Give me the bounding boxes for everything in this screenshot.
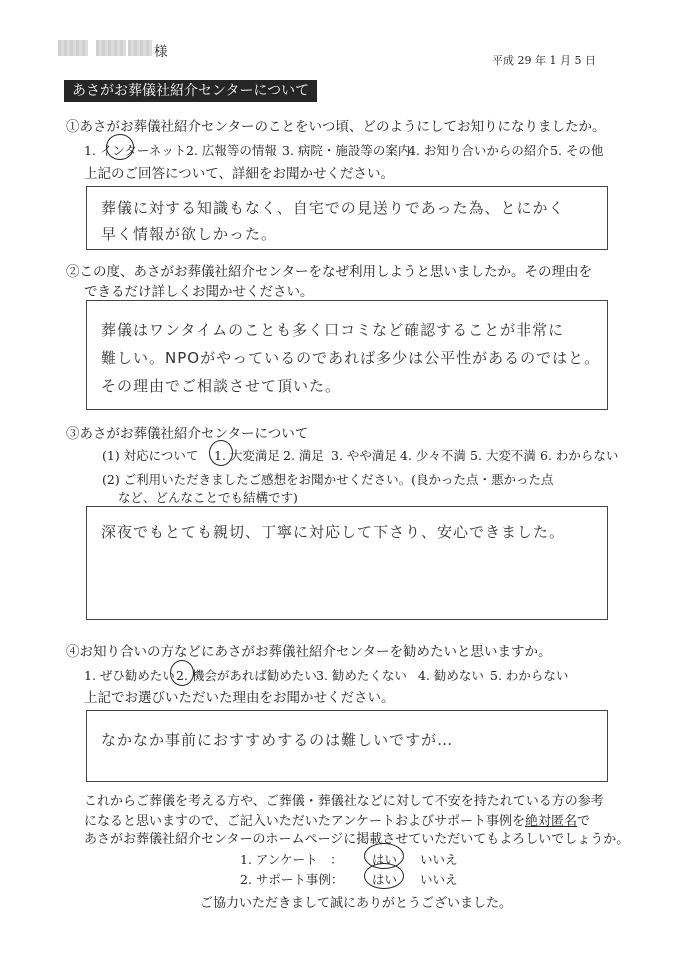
q3-option-3: 3. やや満足 xyxy=(331,448,397,463)
q3-answer-line-1: 深夜でもとても親切、丁寧に対応して下さり、安心できました。 xyxy=(101,523,566,541)
q2-question-line-2: できるだけ詳しくお聞かせください。 xyxy=(84,284,314,300)
q3-selected-circle xyxy=(209,440,233,466)
honorific: 様 xyxy=(154,44,168,60)
q1-option-2: 2. 広報等の情報 xyxy=(186,143,277,158)
q3-sub2-line-1: (2) ご利用いただきましたご感想をお聞かせください。(良かった点・悪かった点 xyxy=(102,472,554,487)
q3-sub2-line-2: など、どんなことでも結構です) xyxy=(118,490,298,505)
q2-answer-line-1: 葬儀はワンタイムのことも多く口コミなど確認することが非常に xyxy=(101,321,565,339)
consent-line-3: あさがお葬儀社紹介センターのホームページに掲載させていただいてもよろしいでしょうか。 xyxy=(84,832,630,847)
q3-question: ③あさがお葬儀社紹介センターについて xyxy=(66,426,309,442)
consent-row-survey-yes[interactable]: はい xyxy=(372,852,398,867)
consent-line-2 xyxy=(84,810,590,829)
document-date: 平成 29 年 1 月 5 日 xyxy=(492,54,596,67)
q1-option-5: 5. その他 xyxy=(550,143,604,158)
q1-answer-line-1: 葬儀に対する知識もなく、自宅での見送りであった為、とにかく xyxy=(101,199,565,217)
q4-option-3: 3. 勧めたくない xyxy=(316,668,407,683)
consent-anonymous-emphasis: 絶対匿名 xyxy=(524,814,577,829)
q1-option-3: 3. 病院・施設等の案内 xyxy=(282,143,411,158)
consent-line-2-text: になると思いますので、ご記入いただいたアンケートおよびサポート事例を xyxy=(84,814,525,829)
q4-answer-box xyxy=(86,710,608,782)
q4-option-1: 1. ぜひ勧めたい xyxy=(84,668,175,683)
q4-detail-prompt: 上記でお選びいただいた理由をお聞かせください。 xyxy=(84,690,395,706)
q3-sub1-label: (1) 対応について xyxy=(102,448,199,463)
q4-question: ④お知り合いの方などにあさがお葬儀社紹介センターを勧めたいと思いますか。 xyxy=(66,644,552,660)
q1-answer-line-2: 早く情報が欲しかった。 xyxy=(101,225,278,243)
q1-answer-box xyxy=(86,186,608,250)
consent-row-case-no[interactable]: いいえ xyxy=(420,872,458,887)
q1-option-4: 4. お知り合いからの紹介 xyxy=(408,143,549,158)
thanks-message: ご協力いただきまして誠にありがとうございました。 xyxy=(200,896,513,911)
q2-question-line-1: ②この度、あさがお葬儀社紹介センターをなぜ利用しようと思いましたか。その理由を xyxy=(66,264,592,280)
q4-option-2: 2. 機会があれば勧めたい xyxy=(176,668,317,683)
q3-option-4: 4. 少々不満 xyxy=(400,448,466,463)
consent-line-1: これからご葬儀を考える方や、ご葬儀・葬儀社などに対して不安を持たれている方の参考 xyxy=(84,794,604,809)
q4-option-4: 4. 勧めない xyxy=(418,668,484,683)
q3-option-5: 5. 大変不満 xyxy=(470,448,536,463)
q2-answer-line-2: 難しい。NPOがやっているのであれば多少は公平性があるのではと。 xyxy=(101,349,601,367)
section-title: あさがお葬儀社紹介センターについて xyxy=(64,80,317,102)
consent-row-case-yes[interactable]: はい xyxy=(372,872,398,887)
q3-option-1: 1. 大変満足 xyxy=(214,448,280,463)
q3-option-6: 6. わからない xyxy=(540,448,619,463)
q2-answer-box xyxy=(86,300,608,410)
q1-selected-circle xyxy=(106,134,134,160)
redacted-name-block-2 xyxy=(96,40,126,56)
q4-answer-line-1: なかなか事前におすすめするのは難しいですが… xyxy=(101,731,454,749)
q3-option-2: 2. 満足 xyxy=(283,448,324,463)
q1-question: ①あさがお葬儀社紹介センターのことをいつ頃、どのようにしてお知りになりましたか。 xyxy=(66,119,606,135)
consent-case-selected-circle xyxy=(364,863,404,889)
redacted-name-block-1 xyxy=(58,40,88,56)
consent-row-survey-no[interactable]: いいえ xyxy=(420,852,458,867)
q4-option-5: 5. わからない xyxy=(490,668,569,683)
consent-row-survey-label: 1. アンケート ： xyxy=(240,852,343,867)
q3-answer-box xyxy=(86,506,608,620)
q2-answer-line-3: その理由でご相談させて頂いた。 xyxy=(101,377,342,395)
consent-row-case-label: 2. サポート事例： xyxy=(240,872,344,887)
redacted-name-block-3 xyxy=(128,40,152,56)
consent-line-2-tail: で xyxy=(576,814,590,829)
q1-detail-prompt: 上記のご回答について、詳細をお聞かせください。 xyxy=(84,166,394,182)
q1-option-1: 1. インターネット xyxy=(84,143,187,158)
